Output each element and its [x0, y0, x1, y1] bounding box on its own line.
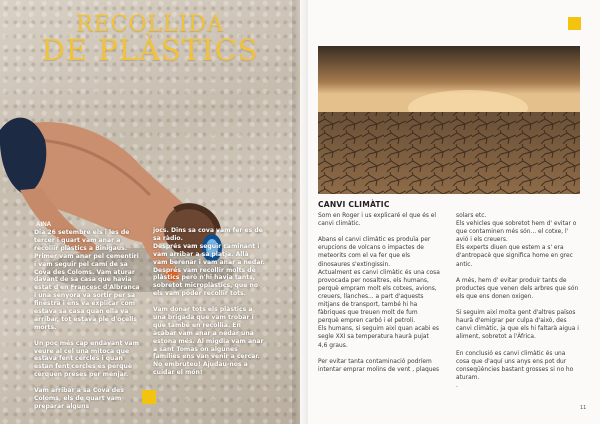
title-line-1: RECOLLIDA [76, 12, 224, 37]
paragraph: A més, hem d' evitar produir tants de productes que venen dels arbres que són els que ens donen oxigen. [456, 277, 579, 300]
article-column-2 [153, 227, 265, 385]
section-heading: CANVI CLIMÀTIC [318, 200, 390, 209]
article-column-2 [456, 212, 580, 390]
paragraph: Dia 26 setembre els i les de tercer i quart vam anar a recollir plàstics a Binigaus. Primer vam anar pel cementiri i vam seguir pel camí de sa Cova des Coloms. Vam aturar davant de sa casa que havia estat d'en Francesc d'Albranca i una senyora va sortir per sa finestra i ens va explicar com estava sa casa quan ella va arribar, tot estava ple d'ocells morts. [34, 229, 140, 331]
author-tag: AINA [36, 221, 52, 228]
dry-cracked-earth-photo [318, 46, 580, 194]
paragraph: . [456, 382, 458, 389]
paragraph: Els humans, si seguim així quan acabi es segle XXI sa temperatura haurà pujat 4,6 graus. [318, 326, 439, 349]
paragraph: jocs. Dins sa cova vam fer es de sa ràdio. [153, 227, 263, 242]
paragraph: Per evitar tanta contaminació podríem intentar emprar molins de vent , plaques [318, 358, 440, 373]
paragraph: Els experts diuen que estem a s' era d'antropacè que significa home en grec antic. [456, 245, 573, 268]
yellow-square-decoration [142, 390, 156, 404]
paragraph: Després vam seguir caminant i vam arribar a sa platja. Allà vam berenar i vam anar a nedar. Després vam recollir molts de plàstics però n'hi havia tants, sobretot microplàstics, que no els vam poder recollir tots. [153, 242, 265, 298]
page-gutter [292, 0, 308, 424]
yellow-square-decoration [568, 17, 581, 30]
paragraph: Un poc més cap endavant vam veure al cel una mitoca que estava fent cercles i quan estan fent cercles és perquè cerquen preses per menjar. [34, 339, 139, 379]
paragraph: No embruteu! Ajudau-nos a cuidar el món! [153, 361, 248, 377]
paragraph: Abans el canvi climàtic es produïa per erupcions de volcans o impactes de meteorits com el va fer que els dinosaures s'extingissin. [318, 237, 431, 268]
paragraph: solars etc. [456, 213, 487, 219]
paragraph: Vam arribar a sa Cova des Coloms, els de quart vam preparar alguns [34, 387, 124, 410]
article-column-1 [318, 212, 440, 382]
title-line-2: DE PLÀSTICS [41, 33, 259, 67]
paragraph: Som en Roger i us explicaré el que és el canvi climàtic. [318, 213, 437, 228]
paragraph: Si seguim així molta gent d'altres països haurà d'emigrar per culpa d'això, des canvi climàtic, ja que els hi faltarà aigua i aliment, sobretot a l'Àfrica. [456, 310, 579, 341]
paragraph: Actualment es canvi climàtic és una cosa provocada per nosaltres, els humans, perquè empram molt els cotxes, avions, creuers, llanches... a part d'aquests mitjans de transport, també hi ha fàbriques que treuen molt de fum perquè empren carbó i el petroli. [318, 269, 440, 325]
paragraph: Els vehicles que sobretot hem d' evitar o que contaminen més són... el cotxe, l' avió i els creuers. [456, 221, 577, 244]
article-column-1 [34, 229, 141, 411]
paragraph: Vam donar tots els plàstics a una brigada que vam trobar i que també en recollia. En acabar vam anar a nedar una estona més. Al migdia vam anar a sant Tomas on algunes famílies ens van venir a cercar. [153, 306, 264, 361]
paragraph: En conclusió es canvi climàtic és una cosa que d'aquí uns anys ens pot dur conseqüències bastant grosses si no ho aturam. [456, 350, 574, 381]
page-number: 11 [580, 405, 587, 411]
